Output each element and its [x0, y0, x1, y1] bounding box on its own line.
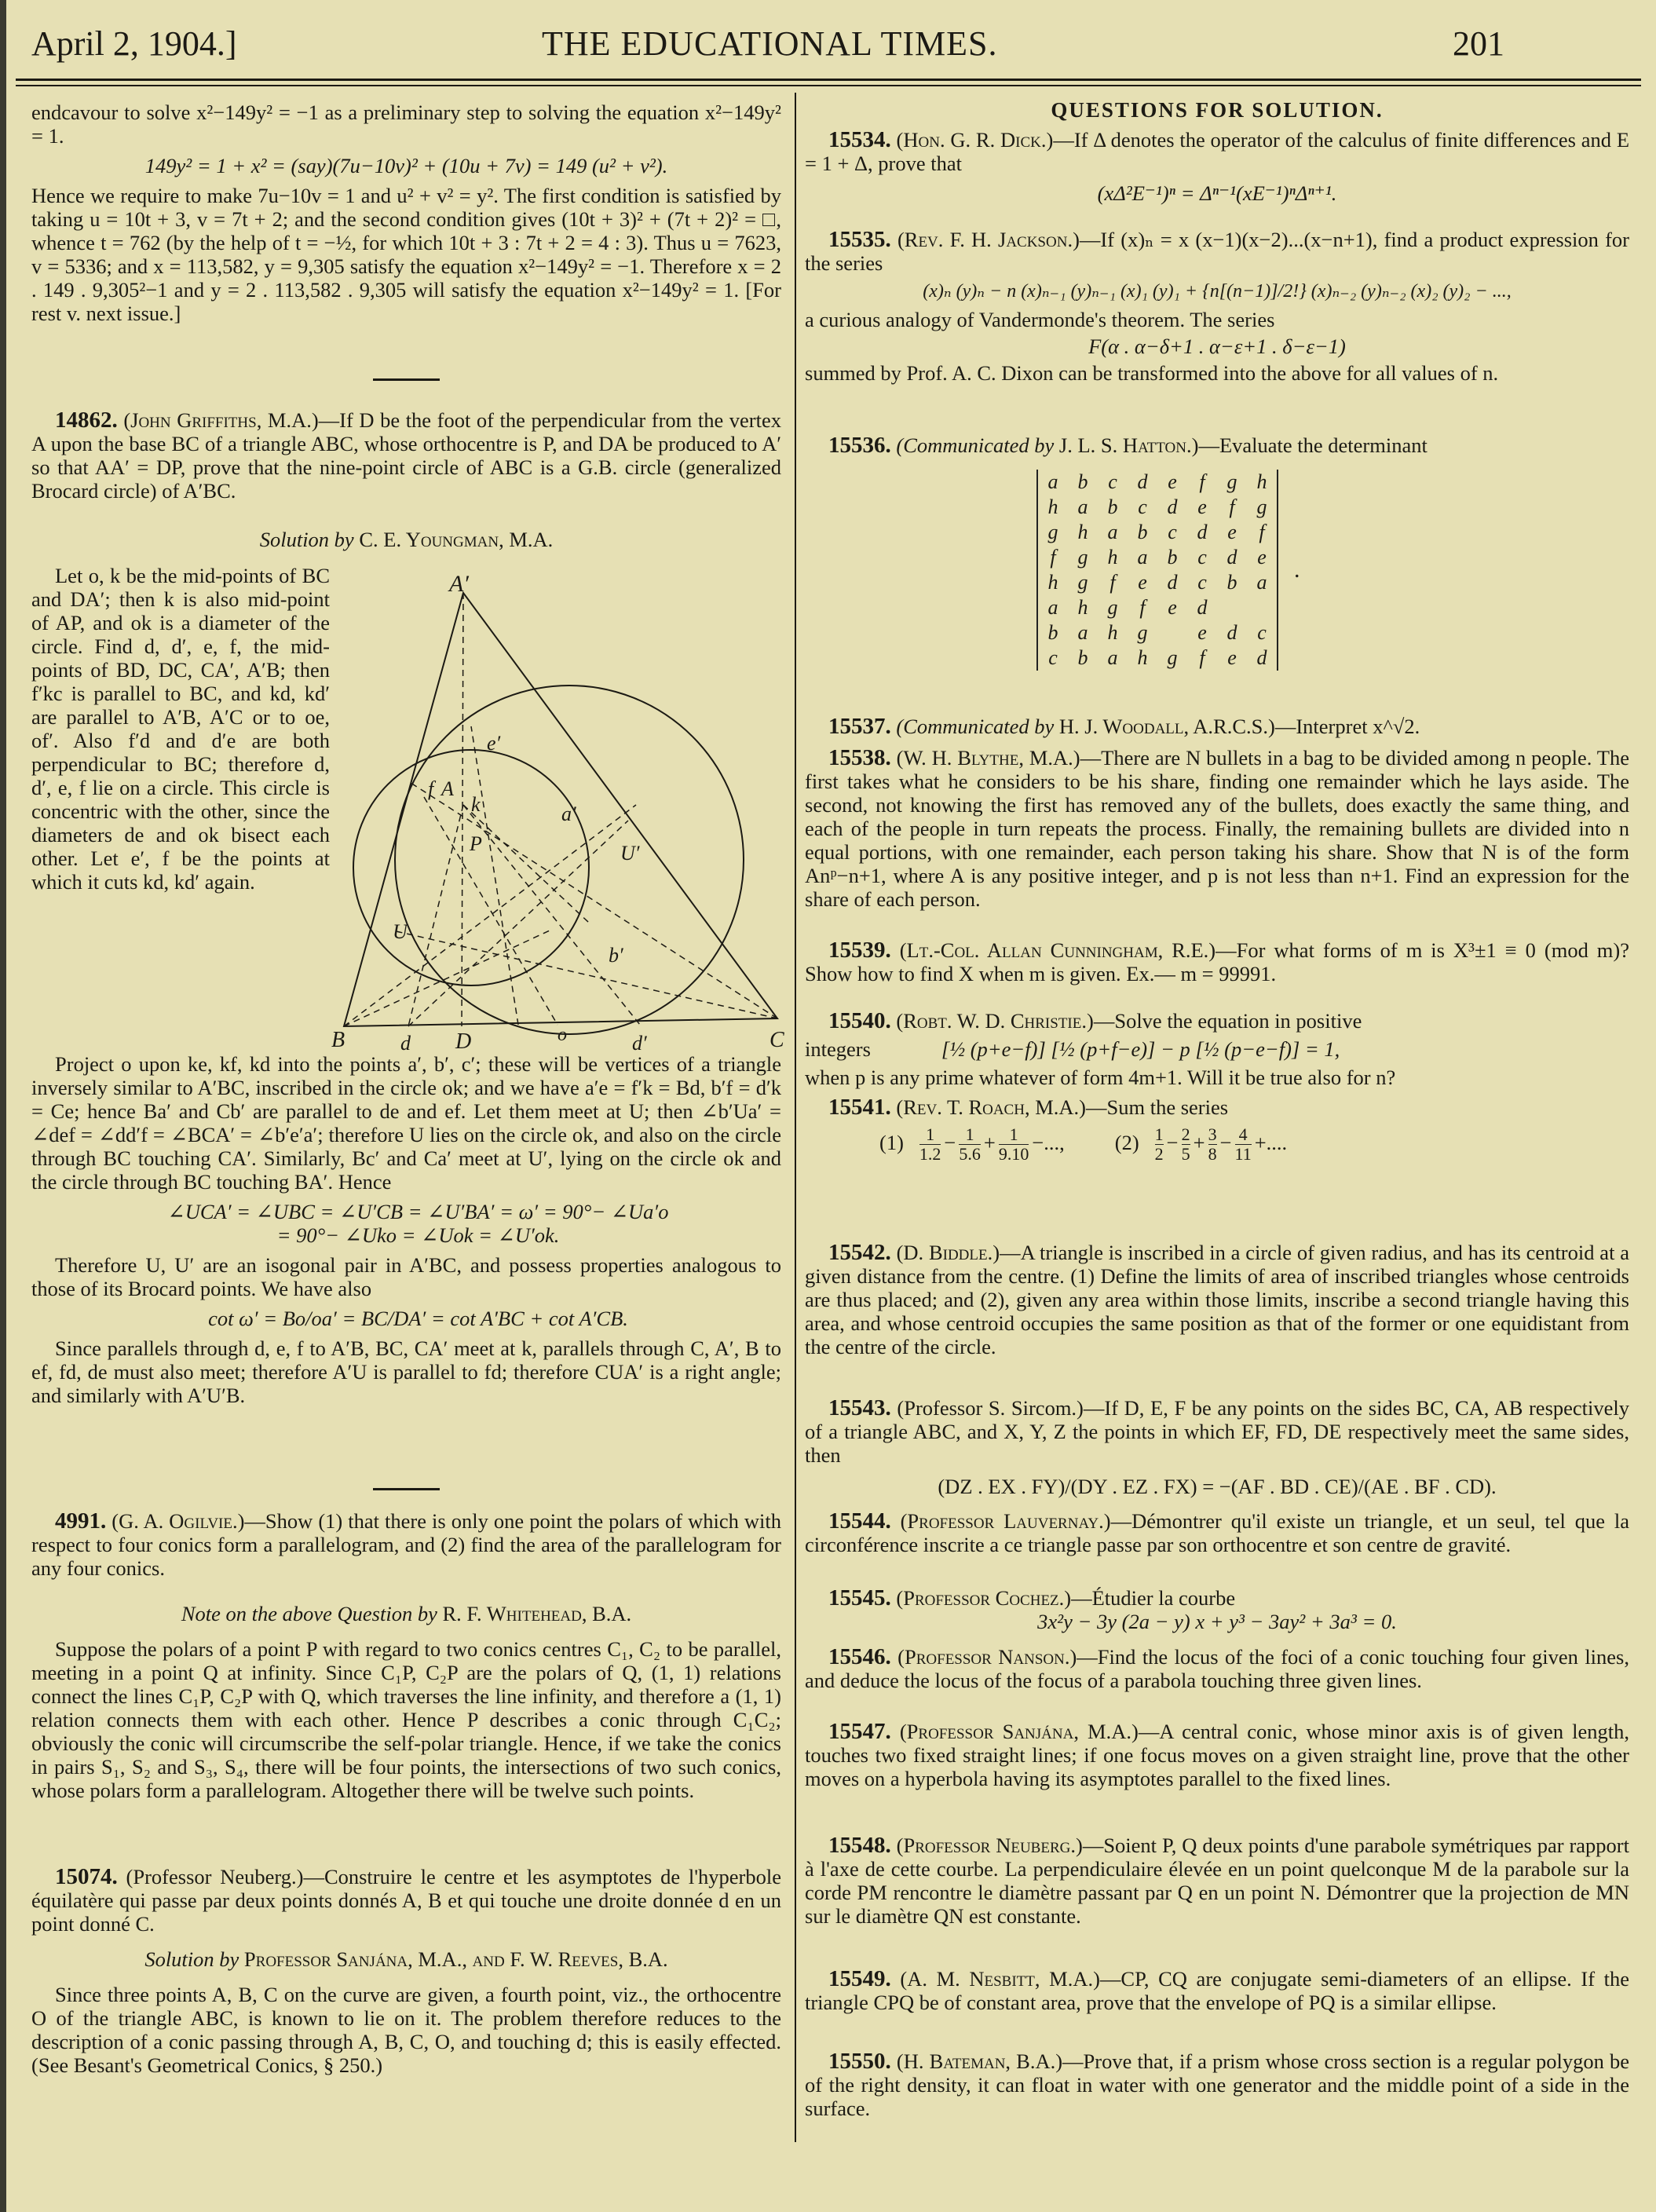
journal-title: THE EDUCATIONAL TIMES.	[542, 24, 998, 63]
curve-equation: 3x²y − 3y (2a − y) x + y³ − 3ay² + 3a³ = 0.	[1037, 1610, 1397, 1633]
question-author: J. L. S. Hatton.)	[1058, 433, 1199, 457]
solution-side-text: Let o, k be the mid-points of BC and DA′; then k is also mid-point of AP, and ok is a diameter of the circle. Find d, d′, e, f, the mid-points of BD, DC, CA′, A′B; then f′kc is parallel to BC, and kd, kd′ are parallel to A′B, A′C or to oe, of′. Also f′d and d′e are both perpendicular to BC; therefore d, d′, e, f lie on a circle. This circle is concentric with the other, since the diameters de and ok bisect each other. Let e′, f be the points at which it cuts kd, kd′ again.	[31, 564, 330, 894]
determinant-row	[1037, 520, 1278, 545]
determinant-cell: f	[1259, 521, 1265, 543]
operator: −...,	[1032, 1130, 1065, 1154]
question-text: —Solve the equation in positive	[1093, 1009, 1362, 1033]
operator: −	[944, 1130, 956, 1154]
fraction	[919, 1125, 941, 1164]
question-15541	[805, 1095, 1629, 1164]
determinant-cell: f	[1050, 546, 1056, 569]
denominator: 1.2	[919, 1144, 941, 1164]
determinant-cell: a	[1047, 596, 1058, 619]
solution-paragraph: Project o upon ke, kf, kd into the points a′, b′, c′; these will be vertices of a triangle inversely similar to A′BC, inscribed in the circle ok; and we have a′e = f′k = Bd, b′f = d′k = Ce; hence Ba′ and Cb′ are parallel to de and ef. Let them meet at U; then ∠b′Ua′ = ∠def = ∠dd′f = ∠BCA′ = ∠b′e′a′; therefore U lies on the circle ok, and also on the circle through BC touching CA′. Similarly, Bc′ and Ca′ meet at U′, lying on the circle ok and the circle through BC touching BA′. Hence	[31, 1052, 781, 1194]
question-number: 15550.	[828, 2049, 891, 2074]
header-rule-2	[16, 85, 1641, 86]
question-text: —Étudier la courbe	[1071, 1586, 1236, 1610]
issue-date: April 2, 1904.]	[31, 24, 237, 63]
determinant-cell: a	[1107, 521, 1118, 543]
determinant-cell: g	[1167, 646, 1178, 669]
fraction	[999, 1125, 1029, 1164]
determinant-cell: b	[1226, 571, 1237, 594]
determinant-cell: h	[1137, 646, 1148, 669]
determinant-row	[1037, 595, 1278, 620]
note-by-label: Note on the above Question by	[181, 1602, 437, 1625]
section-rule	[373, 1488, 440, 1490]
question-text: —Show (1) that there is only one point the polars of which with respect to four conics form a parallelogram, and (2) find the area of the parallelogram for any four conics.	[31, 1509, 781, 1580]
question-15542	[805, 1241, 1629, 1358]
noter-name: R. F. Whitehead, B.A.	[442, 1602, 632, 1625]
solver-name: C. E. Youngman, M.A.	[359, 528, 554, 551]
question-4991	[31, 1509, 781, 1580]
question-15544	[805, 1509, 1629, 1556]
determinant-cell: f	[1139, 596, 1146, 619]
determinant-cell: e	[1227, 521, 1237, 543]
question-author: (A. M. Nesbitt, M.A.)	[900, 1967, 1100, 1991]
determinant-cell	[1217, 595, 1247, 620]
fraction	[959, 1125, 981, 1164]
determinant-cell: f	[1199, 646, 1205, 669]
determinant-cell: c	[1108, 470, 1117, 493]
question-text: —Find the locus of the foci of a conic touching four given lines, and deduce the locus of the focus of a parabola touching three given lines.	[805, 1645, 1629, 1692]
angle-equation-2: = 90°− ∠Uko = ∠Uok = ∠U′ok.	[276, 1223, 560, 1247]
determinant-cell: a	[1107, 646, 1118, 669]
question-15548	[805, 1834, 1629, 1928]
determinant-cell: d	[1197, 596, 1208, 619]
determinant-cell: d	[1226, 546, 1237, 569]
fraction	[1182, 1125, 1190, 1164]
question-author: (Professor Nanson.)	[897, 1645, 1077, 1669]
determinant-period: .	[1294, 557, 1300, 583]
determinant-cell: f	[1109, 571, 1116, 594]
numerator: 4	[1235, 1125, 1252, 1145]
question-number: 15535.	[828, 227, 891, 252]
continued-solution	[31, 101, 781, 325]
note-body: Suppose the polars of a point P with regard to two conics centres C₁, C₂ to be parallel, meeting in a point Q at infinity. Since C₁P, C₂P are the polars of Q, (1, 1) relations connect the lines C₁P, C₂P with Q, which traverses the line infinity, and therefore a (1, 1) relation connects them with each other. Hence P describes a conic through C₁C₂; obviously the conic will circumscribe the self-polar triangle. Hence, if we take the conics in pairs S₁, S₂ and S₃, S₄, there will be four points, the intersections of two such conics, whose polars form a parallelogram. Altogether there will be twelve such points.	[31, 1637, 781, 1802]
question-text-2: when p is any prime whatever of form 4m+1. Will it be true also for n?	[805, 1066, 1396, 1089]
solution-by-label: Solution by	[144, 1947, 239, 1971]
question-equation: [½ (p+e−f)] [½ (p+f−e)] − p [½ (p−e−f)] = 1,	[941, 1037, 1340, 1061]
fraction	[1235, 1125, 1252, 1164]
determinant-cell: h	[1047, 495, 1058, 518]
determinant-cell: c	[1048, 646, 1058, 669]
cot-equation: cot ω′ = Bo/oa′ = BC/DA′ = cot A′BC + cot A′CB.	[208, 1307, 628, 1330]
question-text: —For what forms of m is X³±1 ≡ 0 (mod m)? Show how to find X when m is given. Ex.— m = 99991.	[805, 938, 1629, 985]
operator: −	[1219, 1130, 1232, 1154]
question-text-3: summed by Prof. A. C. Dixon can be transformed into the above for all values of n.	[805, 361, 1499, 385]
section-heading: QUESTIONS FOR SOLUTION.	[1051, 98, 1384, 122]
question-text: —Evaluate the determinant	[1198, 433, 1428, 457]
denominator: 9.10	[998, 1144, 1029, 1164]
question-author: (Robt. W. D. Christie.)	[896, 1009, 1094, 1033]
determinant-cell: a	[1256, 571, 1267, 594]
solution-paragraph-2: Therefore U, U′ are an isogonal pair in A′BC, and possess properties analogous to those of its Brocard points. We have also	[31, 1253, 781, 1300]
intro-equation: 149y² = 1 + x² = (say)(7u−10v)² + (10u + 7v) = 149 (u² + v²).	[144, 154, 668, 177]
operator: −	[1166, 1130, 1179, 1154]
question-author: (D. Biddle.)	[896, 1241, 1000, 1264]
solution-continued	[31, 1052, 781, 1407]
determinant-cell: e	[1197, 621, 1207, 644]
question-text: —Interpret x^√2.	[1274, 715, 1420, 738]
determinant-cell: f	[1199, 470, 1205, 493]
determinant-cell: e	[1138, 571, 1147, 594]
determinant-cell	[1157, 620, 1187, 645]
question-15546	[805, 1645, 1629, 1692]
question-author: (G. A. Ogilvie.)	[111, 1509, 245, 1533]
determinant-cell: g	[1047, 521, 1058, 543]
intro-text: endcavour to solve x²−149y² = −1 as a preliminary step to solving the equation x²−149y² = 1.	[31, 101, 781, 148]
determinant-row	[1037, 495, 1278, 520]
determinant-cell: d	[1167, 571, 1178, 594]
question-15536	[805, 433, 1629, 457]
question-number: 15548.	[828, 1833, 891, 1858]
question-number: 15539.	[828, 938, 891, 963]
geometry-figure	[330, 561, 793, 1064]
label-a-prime: A′	[449, 571, 469, 597]
question-author: (Professor S. Sircom.)	[897, 1396, 1084, 1420]
determinant-cell: b	[1167, 546, 1178, 569]
determinant-cell: b	[1047, 621, 1058, 644]
question-equation: (DZ . EX . FY)/(DY . EZ . FX) = −(AF . BD . CE)/(AE . BF . CD).	[938, 1475, 1497, 1498]
communicated-by: (Communicated by	[896, 715, 1055, 738]
operator: +	[983, 1130, 996, 1154]
numerator: 1	[919, 1125, 941, 1145]
question-text: —CP, CQ are conjugate semi-diameters of an ellipse. If the triangle CPQ be of constant area, prove that the envelope of PQ is a similar ellipse.	[805, 1967, 1630, 2014]
note-byline	[31, 1602, 781, 1625]
determinant-cell: c	[1197, 571, 1207, 594]
numerator: 1	[959, 1125, 981, 1145]
determinant-cell: h	[1077, 521, 1088, 543]
question-number: 15542.	[828, 1240, 891, 1265]
question-author: (Professor Sanjána, M.A.)	[899, 1720, 1139, 1743]
label-c: C	[770, 1028, 784, 1052]
page-edge	[0, 0, 6, 2212]
column-divider	[795, 93, 796, 2142]
series-label: (2)	[1114, 1130, 1139, 1154]
solution-body-15074: Since three points A, B, C on the curve are given, a fourth point, viz., the orthocentre O of the triangle ABC, is known to lie on it. The problem therefore reduces to the description of a conic passing through A, B, C, O, and touching d; this is easily effected. (See Besant's Geometrical Conics, § 250.)	[31, 1983, 781, 2077]
label-e-prime: e′	[487, 732, 501, 755]
label-u-prime: U′	[620, 842, 640, 865]
determinant-cell: h	[1107, 621, 1118, 644]
determinant-cell: d	[1226, 621, 1237, 644]
determinant-cell	[1247, 595, 1278, 620]
denominator: 5.6	[959, 1144, 981, 1164]
label-d: d	[400, 1032, 411, 1055]
page-number: 201	[1453, 24, 1504, 63]
question-text: —Construire le centre et les asymptotes de l'hyperbole équilatère qui passe par deux points donnés A, B et qui touche une droite donnée d en un point donné C.	[31, 1865, 781, 1936]
series-label: (1)	[879, 1130, 904, 1154]
question-15543	[805, 1396, 1629, 1498]
numerator: 1	[1154, 1124, 1164, 1144]
question-equation: (xΔ²E⁻¹)ⁿ = Δⁿ⁻¹(xE⁻¹)ⁿΔⁿ⁺¹.	[1097, 181, 1337, 205]
label-f: f	[428, 777, 434, 800]
determinant-cell: h	[1256, 470, 1267, 493]
determinant-cell: f	[1229, 495, 1235, 518]
question-number: 15541.	[828, 1095, 891, 1120]
determinant-cell: d	[1137, 470, 1148, 493]
determinant-cell: a	[1047, 470, 1058, 493]
question-15547	[805, 1720, 1629, 1790]
determinant-cell: e	[1168, 470, 1177, 493]
question-15540	[805, 1009, 1629, 1089]
label-p: P	[470, 832, 482, 855]
determinant-cell: h	[1107, 546, 1118, 569]
communicated-by: (Communicated by	[896, 433, 1055, 457]
operator: +....	[1254, 1130, 1288, 1154]
question-author: (H. Bateman, B.A.)	[896, 2049, 1063, 2073]
question-text: —If D be the foot of the perpendicular from the vertex A upon the base BC of a triangle ABC, whose orthocentre is P, and DA be produced to A′ so that AA′ = DP, prove that the nine-point circle of ABC is a G.B. circle (generalized Brocard circle) of A′BC.	[31, 408, 781, 503]
numerator: 3	[1208, 1124, 1217, 1144]
question-15537	[805, 715, 1629, 738]
determinant-cell: e	[1168, 596, 1177, 619]
question-number: 15545.	[828, 1585, 891, 1611]
triangle-abc	[344, 593, 777, 1026]
question-15074	[31, 1865, 781, 1936]
header-rule	[16, 79, 1641, 81]
question-number: 15549.	[828, 1966, 891, 1991]
determinant-row	[1037, 620, 1278, 645]
question-15550	[805, 2049, 1629, 2120]
determinant-cell: e	[1197, 495, 1207, 518]
determinant-row	[1037, 470, 1278, 495]
label-u: U	[393, 920, 408, 943]
solution-byline	[31, 528, 781, 551]
section-rule	[373, 378, 440, 381]
question-number: 15537.	[828, 714, 891, 739]
fraction	[1208, 1125, 1217, 1164]
denominator: 5	[1181, 1144, 1190, 1164]
question-text: —Démontrer qu'il existe un triangle, et un seul, tel que la circonférence inscrite a ce triangle passe par son orthocentre et son centre de gravité.	[805, 1509, 1629, 1556]
integers-label: integers	[805, 1037, 871, 1061]
question-number: 15074.	[55, 1864, 118, 1889]
question-text: —Sum the series	[1085, 1095, 1229, 1119]
determinant-cell: a	[1137, 546, 1148, 569]
determinant-cell: c	[1257, 621, 1267, 644]
determinant-cell: a	[1077, 621, 1088, 644]
denominator: 11	[1234, 1144, 1252, 1164]
determinant-cell: b	[1077, 646, 1088, 669]
question-number: 15536.	[828, 433, 891, 458]
angle-equation-1: ∠UCA′ = ∠UBC = ∠U′CB = ∠U′BA′ = ω′ = 90°− ∠Ua′o	[167, 1200, 669, 1223]
hypergeometric-series: F(α . α−δ+1 . α−ε+1 . δ−ε−1)	[1088, 335, 1346, 358]
question-author: (W. H. Blythe, M.A.)	[896, 746, 1080, 770]
label-d-prime: d′	[632, 1032, 647, 1055]
question-15539	[805, 938, 1629, 985]
label-a: A	[441, 777, 454, 800]
question-author: (Hon. G. R. Dick.)	[896, 128, 1054, 152]
determinant-cell: g	[1107, 596, 1118, 619]
denominator: 8	[1208, 1144, 1217, 1164]
question-number: 15538.	[828, 745, 891, 770]
determinant-cell: b	[1137, 521, 1148, 543]
solution-byline-15074	[31, 1947, 781, 1971]
question-text: —If Δ denotes the operator of the calculus of finite differences and E = 1 + Δ, prove that	[805, 128, 1630, 175]
operator: +	[1193, 1130, 1205, 1154]
determinant-cell: g	[1077, 546, 1088, 569]
question-15534	[805, 128, 1629, 205]
determinant-cell: g	[1137, 621, 1148, 644]
determinant-cell: c	[1168, 521, 1177, 543]
determinant-cell: d	[1167, 495, 1178, 518]
series-expressions	[805, 1125, 1629, 1164]
solution-by-label: Solution by	[259, 528, 354, 551]
question-text: —A central conic, whose minor axis is of given length, touches two fixed straight lines; if one focus moves on a given straight line, prove that the other moves on a hyperbola having its asymptotes parallel to the fixed lines.	[805, 1720, 1630, 1790]
determinant-cell: h	[1047, 571, 1058, 594]
question-author: (Rev. F. H. Jackson.)	[897, 228, 1080, 251]
determinant-cell: e	[1227, 646, 1237, 669]
fraction	[1155, 1125, 1164, 1164]
series-equation: (x)ₙ (y)ₙ − n (x)ₙ₋₁ (y)ₙ₋₁ (x)₁ (y)₁ + {n[(n−1)]/2!} (x)ₙ₋₂ (y)ₙ₋₂ (x)₂ (y)₂ − ...,	[923, 281, 1512, 302]
label-b-prime: b′	[609, 944, 623, 967]
label-a-prime-small: a′	[561, 803, 576, 825]
determinant-matrix	[1036, 470, 1278, 671]
determinant-cell: d	[1256, 646, 1267, 669]
determinant-cell: g	[1256, 495, 1267, 518]
question-text-2: a curious analogy of Vandermonde's theorem. The series	[805, 308, 1275, 331]
label-o: o	[557, 1025, 567, 1045]
determinant-cell: g	[1226, 470, 1237, 493]
question-author: (Professor Lauvernay.)	[900, 1509, 1111, 1533]
determinant-cell: b	[1107, 495, 1118, 518]
determinant-cell: c	[1197, 546, 1207, 569]
determinant-row	[1037, 645, 1278, 671]
question-author: (Lt.-Col. Allan Cunningham, R.E.)	[899, 938, 1216, 962]
question-15549	[805, 1967, 1629, 2014]
question-author: (Rev. T. Roach, M.A.)	[896, 1095, 1086, 1119]
question-text: —There are N bullets in a bag to be divided among n people. The first takes what he considers to be his share, finding one remainder which he lays aside. The second, not knowing the first has removed any of the bullets, does exactly the same thing, and each of the people in turn repeats the process. Finally, the remaining bullets are divided into n equal portions, with one remainder, each person taking his share. Show that N is of the form Anᵖ−n+1, where A is any positive integer, and p is not less than n+1. Find an expression for the share of each person.	[805, 746, 1630, 911]
question-15545	[805, 1586, 1629, 1633]
determinant-cell: d	[1197, 521, 1208, 543]
question-author: (John Griffiths, M.A.)	[123, 408, 319, 432]
question-text: —Prove that, if a prism whose cross section is a regular polygon be of the right density, it can float in water with one generator and the middle point of a side in the surface.	[805, 2049, 1629, 2120]
determinant-cell: e	[1257, 546, 1267, 569]
question-number: 15546.	[828, 1644, 891, 1669]
question-author: (Professor Cochez.)	[896, 1586, 1072, 1610]
denominator: 2	[1154, 1144, 1164, 1164]
question-15538	[805, 746, 1629, 911]
label-d-foot: D	[455, 1029, 472, 1054]
determinant-cell: b	[1077, 470, 1088, 493]
solution-paragraph-3: Since parallels through d, e, f to A′B, BC, CA′ meet at k, parallels through C, A′, B to ef, fd, de must also meet; therefore A′U is parallel to fd; therefore CUA′ is a right angle; and similarly with A′U′B.	[31, 1336, 781, 1407]
solver-name: Professor Sanjána, M.A., and F. W. Reeves, B.A.	[243, 1947, 668, 1971]
numerator: 1	[999, 1125, 1029, 1145]
question-number: 15534.	[828, 127, 891, 152]
determinant-cell: g	[1077, 571, 1088, 594]
question-author: (Professor Neuberg.)	[896, 1834, 1083, 1857]
question-number: 15540.	[828, 1008, 891, 1033]
intro-continued: Hence we require to make 7u−10v = 1 and u² + v² = y². The first condition is satisfied by taking u = 10t + 3, v = 7t + 2; and the second condition gives (10t + 3)² + (7t + 2)² = □, whence t = 762 (by the help of t = −½, for which 10t + 3 : 7t + 2 = 4 : 3). Thus u = 7623, v = 5336; and x = 113,582, y = 9,305 satisfy the equation x²−149y² = −1. Therefore x = 2 . 149 . 9,305²−1 and y = 2 . 113,582 . 9,305 will satisfy the equation x²−149y² = 1. [For rest v. next issue.]	[31, 184, 781, 325]
question-text: —If (x)ₙ = x (x−1)(x−2)...(x−n+1), find a product expression for the series	[805, 228, 1629, 275]
question-number: 15544.	[828, 1508, 891, 1534]
circle-ok	[353, 750, 589, 985]
question-text: —If D, E, F be any points on the sides BC, CA, AB respectively of a triangle ABC, and X, Y, Z the points in which EF, FD, DE respectively meet the same sides, then	[805, 1396, 1630, 1467]
question-number: 15543.	[828, 1395, 891, 1420]
determinant-row	[1037, 545, 1278, 570]
label-b: B	[331, 1028, 345, 1052]
question-text: —Soient P, Q deux points d'une parabole symétriques par rapport à l'axe de cette courbe. La perpendiculaire élevée en un point quelconque M de la parabole sur la corde PM rencontre le diamètre passant par Q en un point N. Démontrer que la projection de MN sur le diamètre QN est constante.	[805, 1834, 1629, 1928]
question-number: 14862.	[55, 408, 118, 433]
question-15535	[805, 228, 1629, 385]
determinant	[1036, 470, 1300, 671]
numerator: 2	[1181, 1124, 1190, 1144]
question-author: (Professor Neuberg.)	[126, 1865, 304, 1888]
determinant-cell: a	[1077, 495, 1088, 518]
determinant-cell: h	[1077, 596, 1088, 619]
question-author: H. J. Woodall, A.R.C.S.)	[1058, 715, 1275, 738]
determinant-cell: c	[1138, 495, 1147, 518]
question-14862	[31, 408, 781, 503]
question-text: —A triangle is inscribed in a circle of given radius, and has its centroid at a given distance from the centre. (1) Define the limits of area of inscribed triangles whose centroids are thus placed; and (2), given any area within those limits, inscribe a second triangle having this area, and whose centroid occupies the same position as that of the former or one equidistant from the centre of the circle.	[805, 1241, 1630, 1358]
question-number: 4991.	[55, 1508, 107, 1534]
question-number: 15547.	[828, 1719, 891, 1744]
label-k: k	[471, 793, 481, 816]
determinant-row	[1037, 570, 1278, 595]
